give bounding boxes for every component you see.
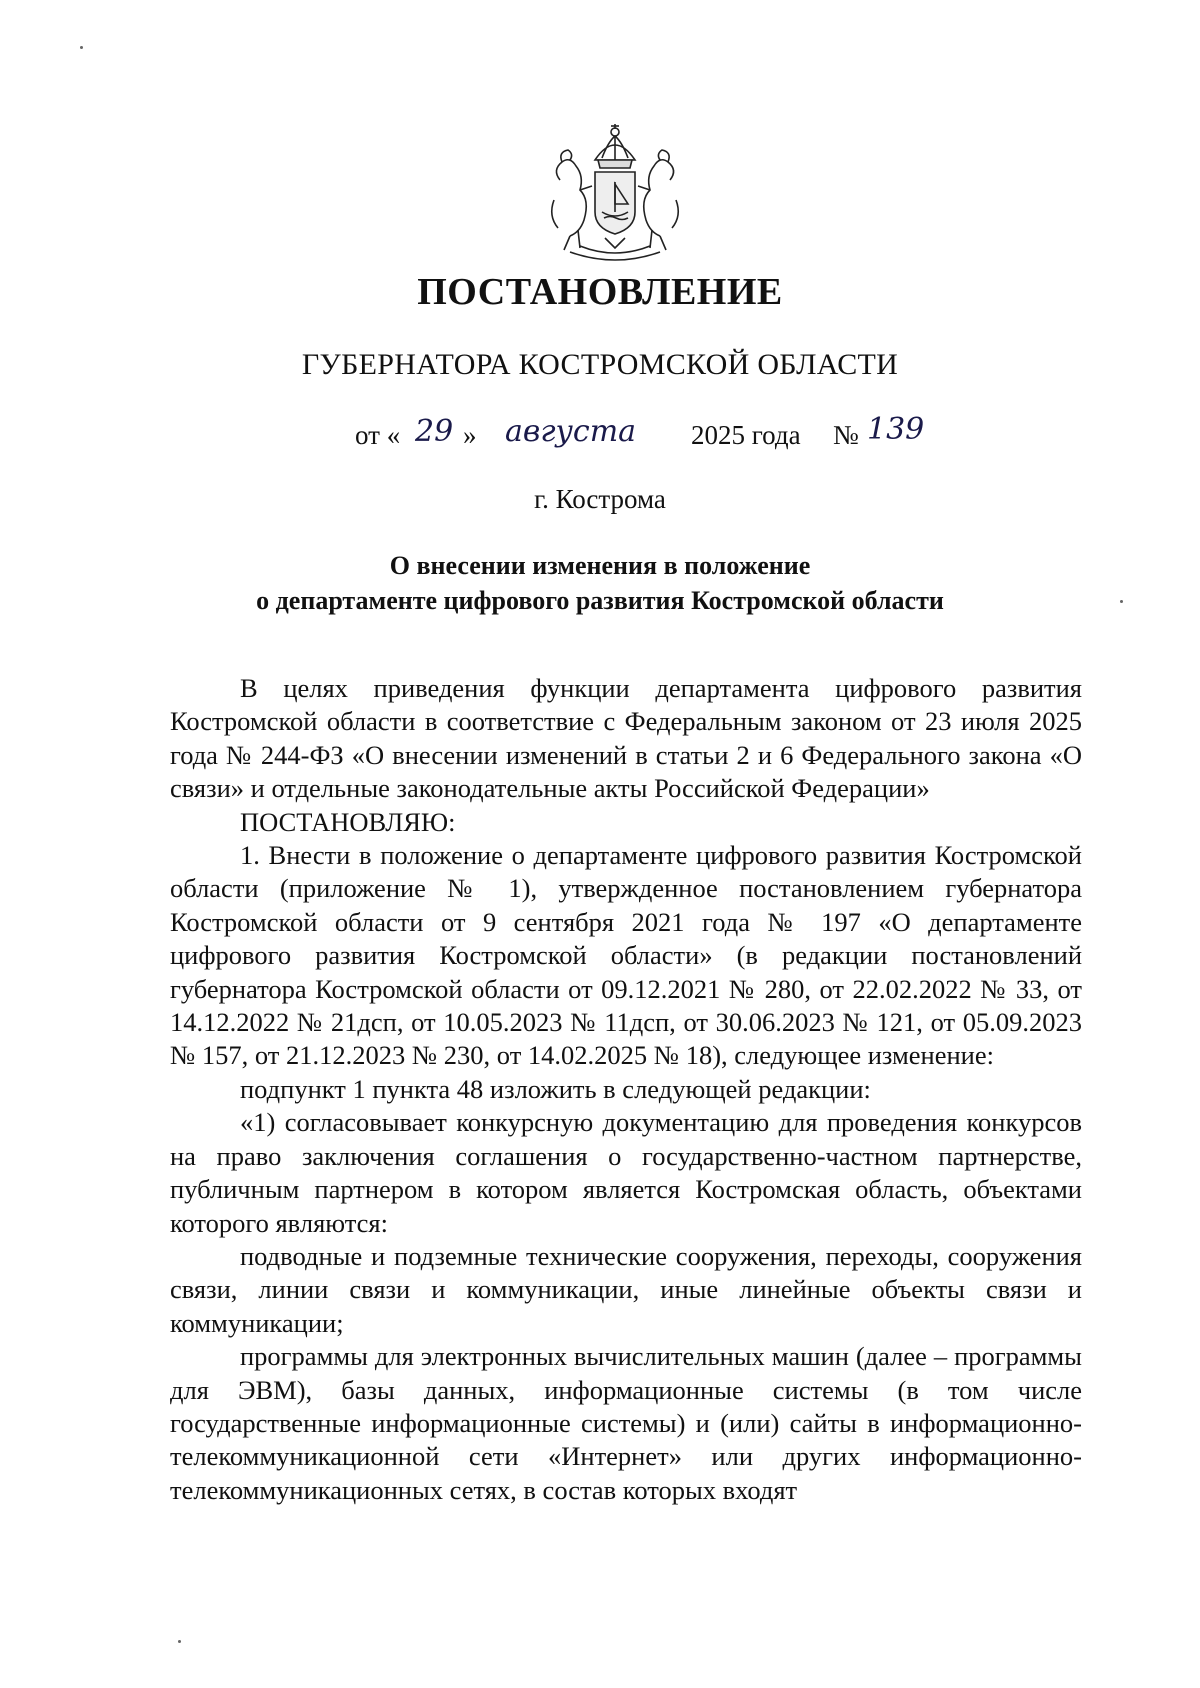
paragraph-decree: ПОСТАНОВЛЯЮ:	[240, 806, 456, 837]
paragraph-objects-2: программы для электронных вычислительных машин (далее – программы для ЭВМ), базы данных, информационные системы (в том числе государственные информационные системы) и (или) сайты в информационно-телекоммуникационной сети «Интернет» или других информационно-телекоммуникационных сетях, в состав которых входят	[170, 1341, 1082, 1505]
scan-speck	[80, 46, 83, 49]
document-title: ПОСТАНОВЛЕНИЕ	[417, 271, 783, 313]
paragraph-quote-start: «1) согласовывает конкурсную документацию для проведения конкурсов на право заключения соглашения о государственно-частном партнерстве, публичным партнером в котором является Костромская область, объектами которого являются:	[170, 1107, 1082, 1238]
coat-of-arms-icon	[540, 120, 690, 268]
document-number-handwritten: 139	[867, 412, 925, 447]
date-line	[355, 412, 975, 466]
date-day-handwritten: 29	[415, 414, 454, 449]
heading-line-2: о департаменте цифрового развития Костромской области	[256, 586, 944, 615]
scan-speck	[178, 1640, 181, 1643]
issuer-line: ГУБЕРНАТОРА КОСТРОМСКОЙ ОБЛАСТИ	[301, 348, 899, 381]
date-prefix: от «	[355, 420, 401, 450]
city-line: г. Кострома	[534, 484, 666, 514]
date-year: 2025 года	[691, 420, 801, 450]
document-heading	[0, 548, 1200, 618]
document-body	[170, 672, 1082, 1507]
paragraph-item-1: 1. Внести в положение о департаменте цифрового развития Костромской области (приложение № 1), утвержденное постановлением губернатора Костромской области от 9 сентября 2021 года № 197 «О департаменте цифрового развития Костромской области» (в редакции постановлений губернатора Костромской области от 09.12.2021 № 280, от 22.02.2022 № 33, от 14.12.2022 № 21дсп, от 10.05.2023 № 11дсп, от 30.06.2023 № 121, от 05.09.2023 № 157, от 21.12.2023 № 230, от 14.02.2025 № 18), следующее изменение:	[170, 840, 1082, 1071]
date-day-close: »	[463, 420, 477, 450]
paragraph-objects-1: подводные и подземные технические сооружения, переходы, сооружения связи, линии связи и коммуникации, иные линейные объекты связи и коммуникации;	[170, 1240, 1082, 1338]
date-month-handwritten: августа	[505, 414, 637, 449]
heading-line-1: О внесении изменения в положение	[389, 551, 811, 580]
paragraph-subitem: подпункт 1 пункта 48 изложить в следующей редакции:	[240, 1073, 871, 1104]
paragraph-preamble: В целях приведения функции департамента цифрового развития Костромской области в соответствие с Федеральным законом от 23 июля 2025 года № 244-ФЗ «О внесении изменений в статьи 2 и 6 Федерального закона «О связи» и отдельные законодательные акты Российской Федерации»	[170, 673, 1082, 804]
number-sign: №	[833, 420, 859, 450]
scan-speck	[1120, 600, 1123, 603]
